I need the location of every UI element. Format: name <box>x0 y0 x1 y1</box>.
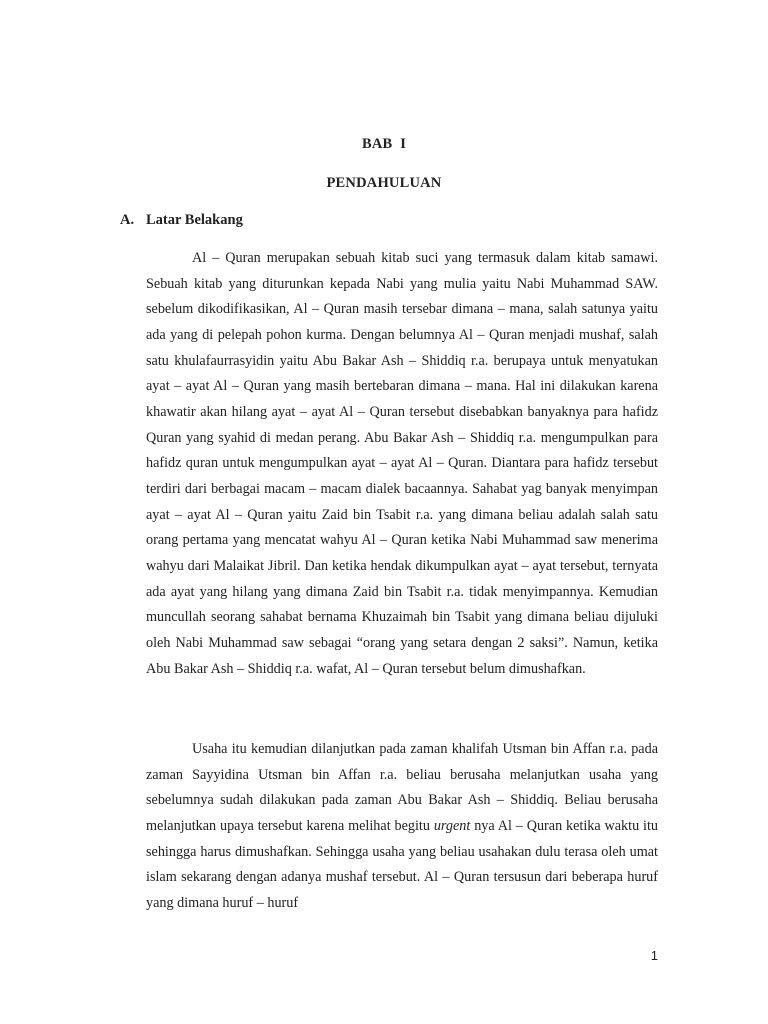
paragraph-1: Al – Quran merupakan sebuah kitab suci yang termasuk dalam kitab samawi. Sebuah kitab yang diturunkan kepada Nabi yang mulia yaitu Nabi Muhammad SAW. sebelum dikodifikasikan, Al – Quran masih tersebar dimana – mana, salah satunya yaitu ada yang di pelepah pohon kurma. Dengan belumnya Al – Quran menjadi mushaf, salah satu khulafaurrasyidin yaitu Abu Bakar Ash – Shiddiq r.a. berupaya untuk menyatukan ayat – ayat Al – Quran yang masih bertebaran dimana – mana. Hal ini dilakukan karena khawatir akan hilang ayat – ayat Al – Quran tersebut disebabkan banyaknya para hafidz Quran yang syahid di medan perang. Abu Bakar Ash – Shiddiq r.a. mengumpulkan para hafidz quran untuk mengumpulkan ayat – ayat Al – Quran. Diantara para hafidz tersebut terdiri dari berbagai macam – macam dialek bacaannya. Sahabat yag banyak menyimpan ayat – ayat Al – Quran yaitu Zaid bin Tsabit r.a. yang dimana beliau adalah salah satu orang pertama yang mencatat wahyu Al – Quran ketika Nabi Muhammad saw menerima wahyu dari Malaikat Jibril. Dan ketika hendak dikumpulkan ayat – ayat tersebut, ternyata ada ayat yang hilang yang dimana Zaid bin Tsabit r.a. tidak menyimpannya. Kemudian muncullah seorang sahabat bernama Khuzaimah bin Tsabit yang dimana beliau dijuluki oleh Nabi Muhammad saw sebagai “orang yang setara dengan 2 saksi”. Namun, ketika Abu Bakar Ash – Shiddiq r.a. wafat, Al – Quran tersebut belum dimushafkan. <box>146 250 658 677</box>
paragraph-2 <box>146 737 658 917</box>
chapter-number: BAB I <box>361 136 407 152</box>
paragraph-2-text-end: nya Al – Quran ketika waktu itu sehingga harus dimushafkan. Sehingga usaha yang beliau usahakan dulu terasa oleh umat islam sekarang dengan adanya mushaf tersebut. Al – Quran tersusun dari beberapa huruf yang dimana huruf – huruf <box>146 817 659 911</box>
paragraph-2-text-start: Usaha itu kemudian dilanjutkan pada zaman khalifah Utsman bin Affan r.a. pada zaman Sayyidina Utsman bin Affan r.a. beliau berusaha melanjutkan usaha yang sebelumnya sudah dilakukan pada zaman Abu Bakar Ash – Shiddiq. Beliau berusaha melanjutkan upaya tersebut karena melihat begitu <box>146 741 658 834</box>
section-title: Latar Belakang <box>146 212 243 228</box>
section-heading <box>120 212 243 229</box>
chapter-title: PENDAHULUAN <box>326 175 442 191</box>
section-marker: A. <box>120 212 135 228</box>
page-number: 1 <box>650 948 658 963</box>
italic-term: urgent <box>433 817 471 834</box>
